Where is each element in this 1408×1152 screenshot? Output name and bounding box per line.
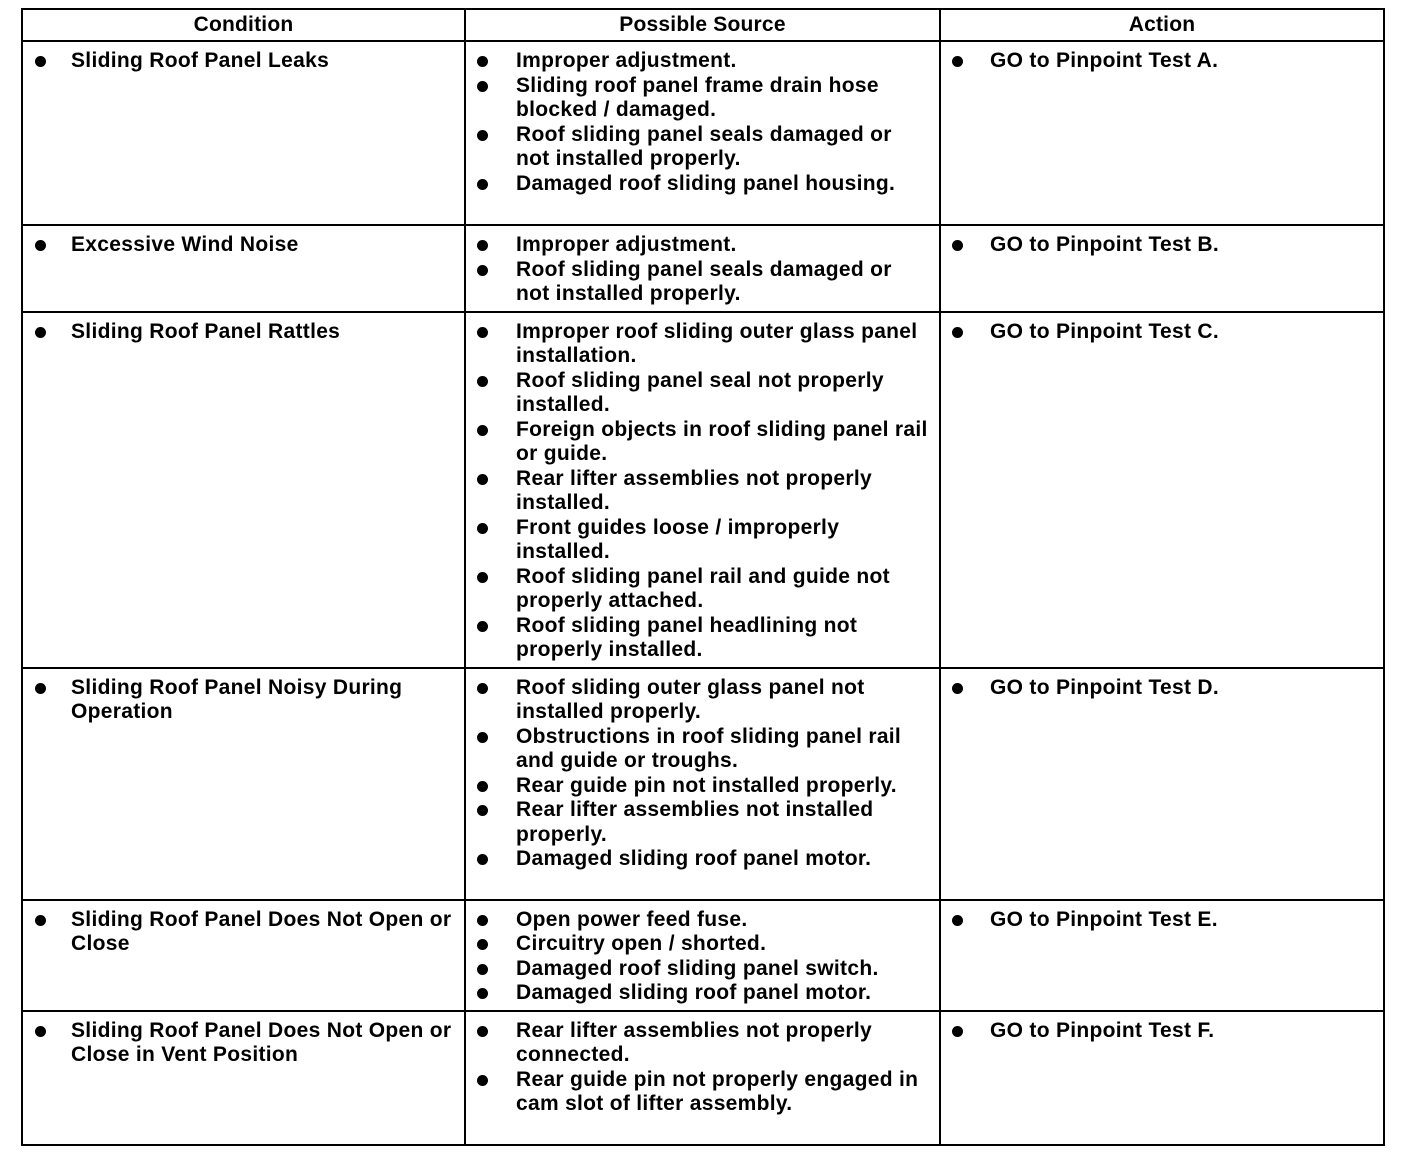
action-text: GO to Pinpoint Test A. xyxy=(990,49,1219,72)
source-text: Rear guide pin not installed properly. xyxy=(516,773,897,797)
condition-cell xyxy=(22,312,465,668)
bullet-icon xyxy=(477,939,488,950)
source-item xyxy=(466,258,929,307)
action-cell xyxy=(940,225,1384,312)
source-text: Open power feed fuse. xyxy=(516,907,748,931)
source-item xyxy=(466,467,929,516)
source-text: Rear guide pin not properly engaged in cam slot of lifter assembly. xyxy=(516,1067,919,1115)
bullet-icon xyxy=(477,376,488,387)
table-row xyxy=(22,900,1384,1011)
source-text: Roof sliding panel seals damaged or not installed properly. xyxy=(516,122,892,170)
source-text: Rear lifter assemblies not installed properly. xyxy=(516,798,874,846)
source-item xyxy=(466,676,929,725)
bullet-icon xyxy=(477,56,488,67)
source-text: Sliding roof panel frame drain hose blocked / damaged. xyxy=(516,73,879,121)
bullet-icon xyxy=(477,988,488,999)
source-item xyxy=(466,1019,929,1068)
condition-text: Sliding Roof Panel Rattles xyxy=(71,319,341,343)
table-row xyxy=(22,668,1384,900)
source-text: Foreign objects in roof sliding panel rail or guide. xyxy=(516,417,928,465)
bullet-icon xyxy=(952,327,963,338)
action-text: GO to Pinpoint Test F. xyxy=(990,1018,1215,1042)
bullet-icon xyxy=(477,425,488,436)
source-text: Damaged sliding roof panel motor. xyxy=(516,981,872,1004)
bullet-icon xyxy=(952,1026,963,1037)
bullet-icon xyxy=(477,854,488,865)
source-item xyxy=(466,516,929,565)
action-item xyxy=(941,676,1373,701)
condition-text: Sliding Roof Panel Noisy During Operation xyxy=(71,675,403,723)
condition-cell xyxy=(22,41,465,225)
table-row xyxy=(22,41,1384,225)
bullet-icon xyxy=(477,523,488,534)
bullet-icon xyxy=(477,179,488,190)
bullet-icon xyxy=(477,805,488,816)
bullet-icon xyxy=(477,240,488,251)
table-row xyxy=(22,225,1384,312)
action-item xyxy=(941,49,1373,74)
source-item xyxy=(466,369,929,418)
source-item xyxy=(466,233,929,258)
source-item xyxy=(466,932,929,957)
condition-item xyxy=(23,1019,454,1068)
source-item xyxy=(466,123,929,172)
source-text: Improper adjustment. xyxy=(516,49,737,72)
source-item xyxy=(466,49,929,74)
source-item xyxy=(466,172,929,197)
bullet-icon xyxy=(477,265,488,276)
condition-text: Sliding Roof Panel Does Not Open or Close in Vent Position xyxy=(71,1018,452,1066)
source-item xyxy=(466,798,929,847)
condition-text: Sliding Roof Panel Does Not Open or Close xyxy=(71,907,452,955)
action-item xyxy=(941,233,1373,258)
source-item xyxy=(466,908,929,933)
action-text: GO to Pinpoint Test E. xyxy=(990,907,1218,931)
action-cell xyxy=(940,41,1384,225)
table-row xyxy=(22,312,1384,668)
action-cell xyxy=(940,312,1384,668)
source-item xyxy=(466,320,929,369)
source-item xyxy=(466,1068,929,1117)
source-item xyxy=(466,774,929,799)
bullet-icon xyxy=(477,683,488,694)
source-text: Damaged sliding roof panel motor. xyxy=(516,847,872,870)
bullet-icon xyxy=(477,915,488,926)
action-item xyxy=(941,320,1373,345)
source-cell xyxy=(465,225,940,312)
bullet-icon xyxy=(477,81,488,92)
source-text: Roof sliding panel seal not properly installed. xyxy=(516,368,884,416)
source-text: Obstructions in roof sliding panel rail and guide or troughs. xyxy=(516,724,902,772)
bullet-icon xyxy=(477,964,488,975)
action-cell xyxy=(940,668,1384,900)
table-row xyxy=(22,1011,1384,1145)
action-item xyxy=(941,908,1373,933)
action-cell xyxy=(940,1011,1384,1145)
source-text: Roof sliding panel headlining not properly installed. xyxy=(516,613,858,661)
bullet-icon xyxy=(477,327,488,338)
header-action: Action xyxy=(940,9,1384,41)
condition-cell xyxy=(22,225,465,312)
source-text: Rear lifter assemblies not properly installed. xyxy=(516,466,872,514)
bullet-icon xyxy=(35,240,46,251)
bullet-icon xyxy=(35,1026,46,1037)
source-text: Roof sliding panel seals damaged or not installed properly. xyxy=(516,257,892,305)
source-text: Damaged roof sliding panel switch. xyxy=(516,956,879,980)
header-condition: Condition xyxy=(22,9,465,41)
source-item xyxy=(466,725,929,774)
diagnosis-table xyxy=(21,8,1385,1146)
condition-item xyxy=(23,49,454,74)
condition-cell xyxy=(22,1011,465,1145)
source-text: Damaged roof sliding panel housing. xyxy=(516,171,896,195)
source-text: Improper adjustment. xyxy=(516,233,737,256)
condition-text: Sliding Roof Panel Leaks xyxy=(71,49,330,72)
condition-cell xyxy=(22,668,465,900)
bullet-icon xyxy=(952,915,963,926)
header-row xyxy=(22,9,1384,41)
action-text: GO to Pinpoint Test C. xyxy=(990,319,1220,343)
bullet-icon xyxy=(477,130,488,141)
source-cell xyxy=(465,1011,940,1145)
action-text: GO to Pinpoint Test B. xyxy=(990,233,1220,256)
source-cell xyxy=(465,900,940,1011)
source-item xyxy=(466,957,929,982)
source-text: Circuitry open / shorted. xyxy=(516,932,767,955)
source-item xyxy=(466,74,929,123)
source-item xyxy=(466,614,929,663)
source-item xyxy=(466,847,929,872)
condition-text: Excessive Wind Noise xyxy=(71,233,299,256)
source-text: Front guides loose / improperly installed. xyxy=(516,515,840,563)
action-text: GO to Pinpoint Test D. xyxy=(990,675,1220,699)
condition-cell xyxy=(22,900,465,1011)
bullet-icon xyxy=(35,327,46,338)
bullet-icon xyxy=(35,915,46,926)
source-text: Improper roof sliding outer glass panel installation. xyxy=(516,319,918,367)
source-cell xyxy=(465,312,940,668)
source-cell xyxy=(465,41,940,225)
bullet-icon xyxy=(952,56,963,67)
bullet-icon xyxy=(477,621,488,632)
action-item xyxy=(941,1019,1373,1044)
source-item xyxy=(466,418,929,467)
bullet-icon xyxy=(35,683,46,694)
condition-item xyxy=(23,908,454,957)
bullet-icon xyxy=(952,683,963,694)
condition-item xyxy=(23,233,454,258)
bullet-icon xyxy=(952,240,963,251)
source-item xyxy=(466,981,929,1006)
bullet-icon xyxy=(477,781,488,792)
bullet-icon xyxy=(477,572,488,583)
action-cell xyxy=(940,900,1384,1011)
source-text: Roof sliding panel rail and guide not properly attached. xyxy=(516,564,890,612)
bullet-icon xyxy=(35,56,46,67)
source-text: Roof sliding outer glass panel not installed properly. xyxy=(516,675,865,723)
bullet-icon xyxy=(477,474,488,485)
source-text: Rear lifter assemblies not properly connected. xyxy=(516,1018,872,1066)
bullet-icon xyxy=(477,1026,488,1037)
bullet-icon xyxy=(477,732,488,743)
source-cell xyxy=(465,668,940,900)
source-item xyxy=(466,565,929,614)
bullet-icon xyxy=(477,1075,488,1086)
header-possible-source: Possible Source xyxy=(465,9,940,41)
condition-item xyxy=(23,676,454,725)
condition-item xyxy=(23,320,454,345)
